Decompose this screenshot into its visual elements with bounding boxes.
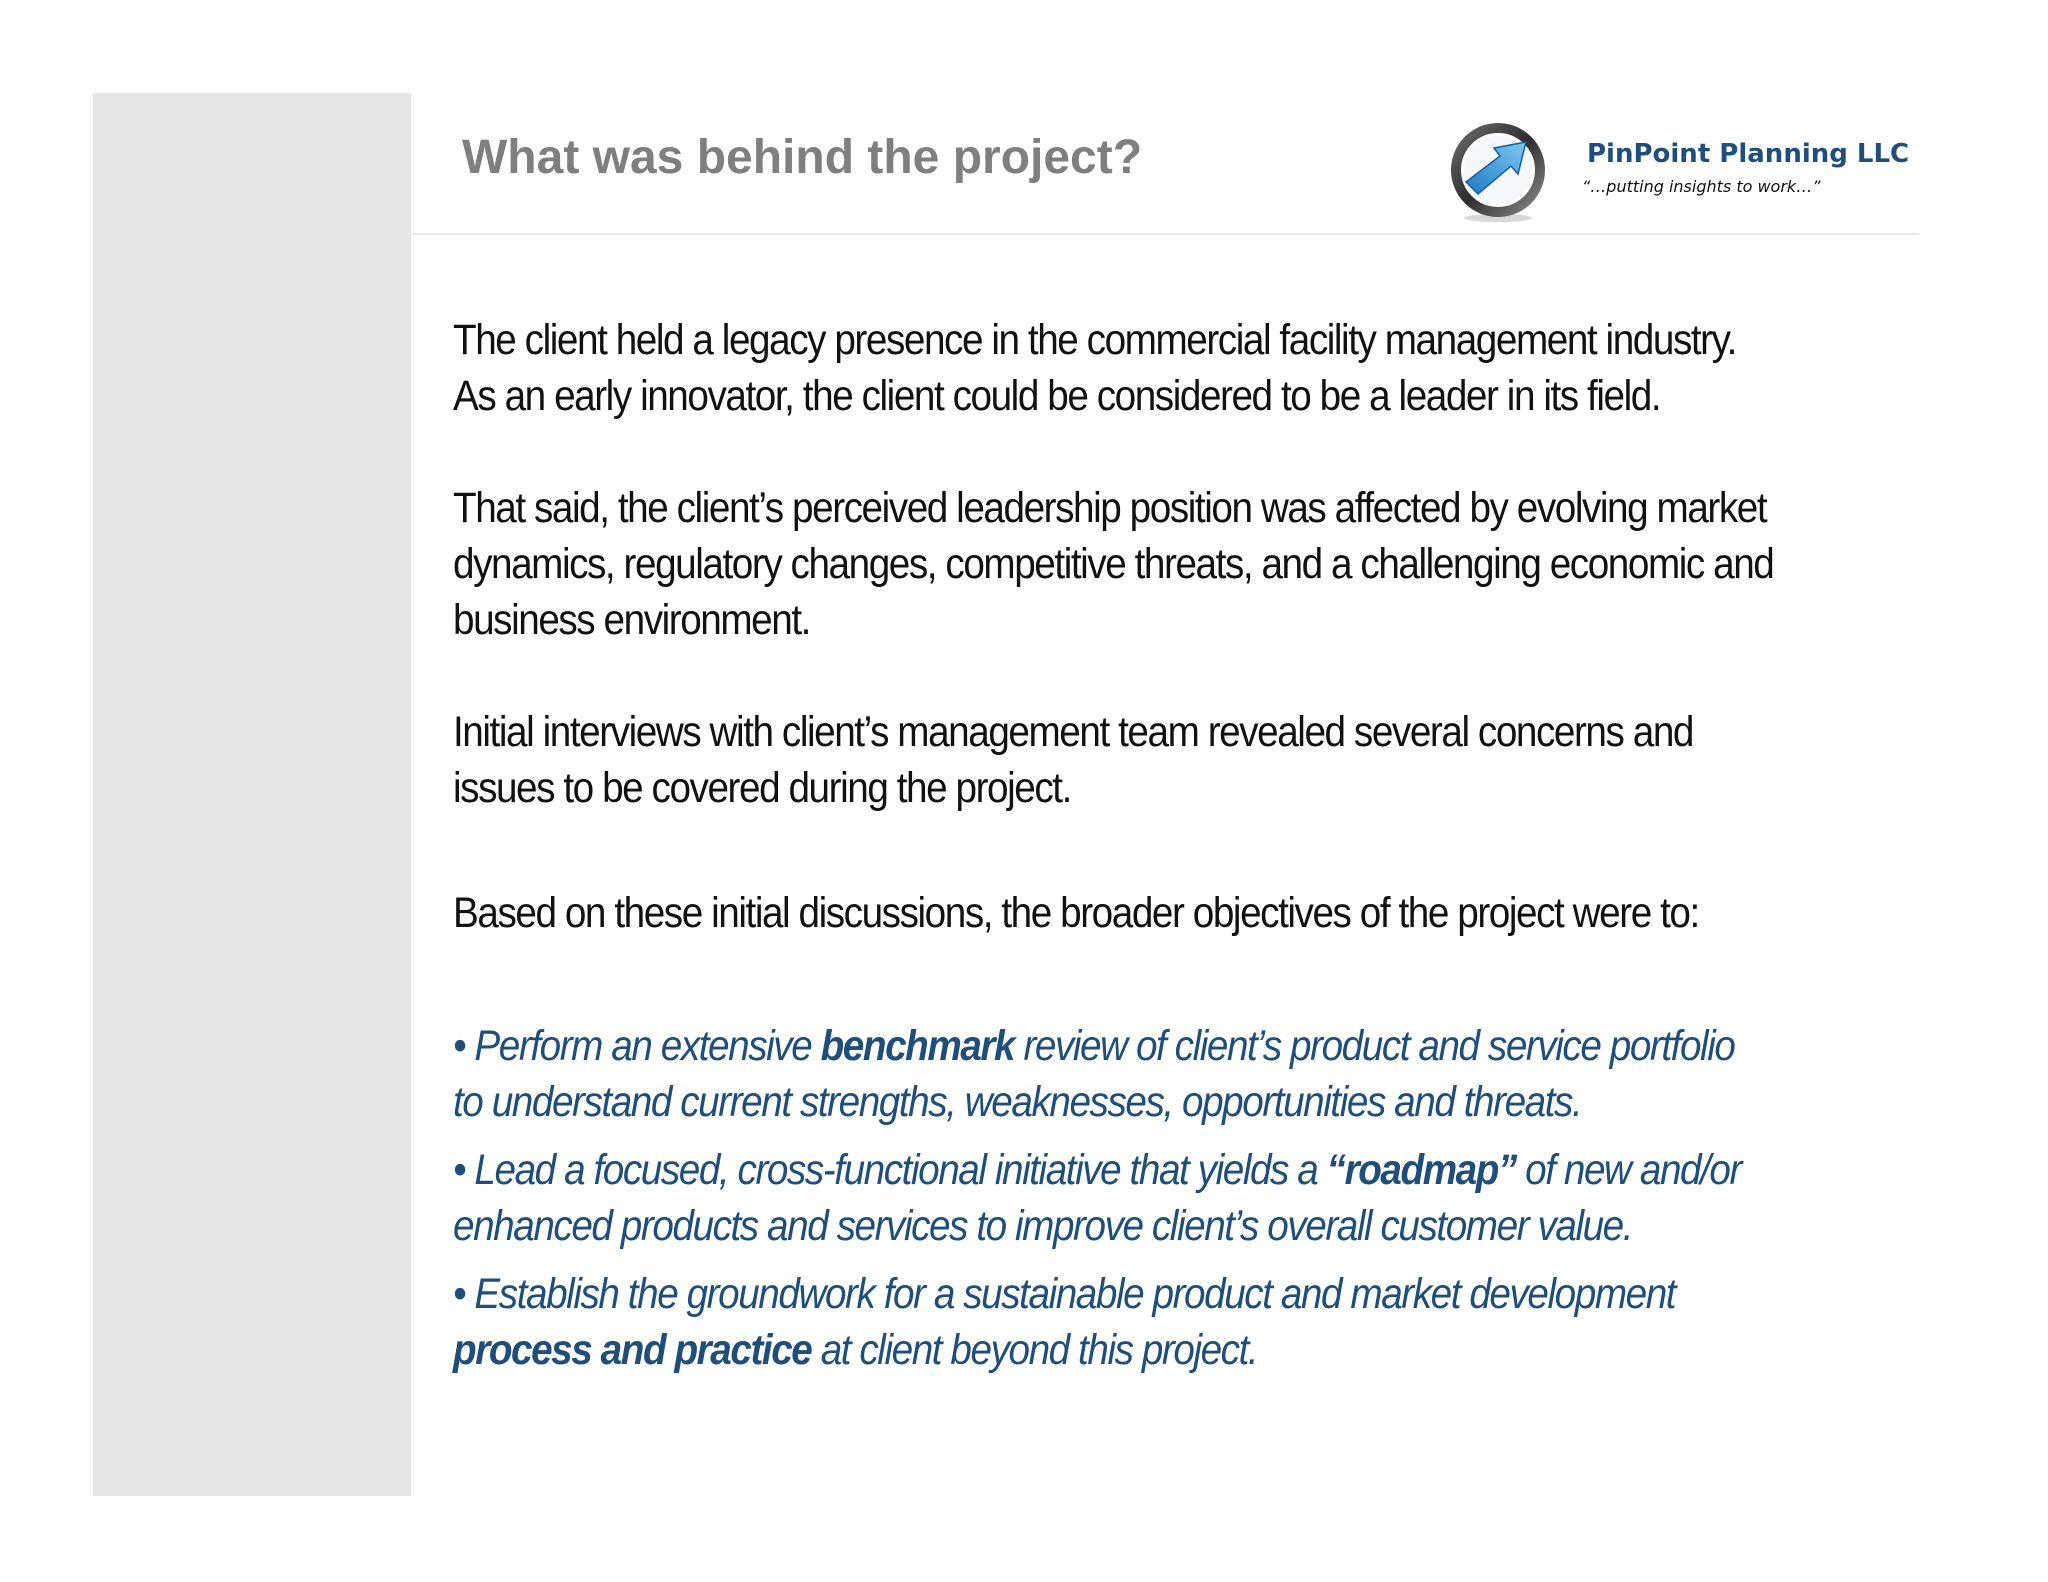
company-tagline: “…putting insights to work…” bbox=[1582, 177, 1821, 196]
objective-line bbox=[453, 1018, 1734, 1074]
paragraph-line: issues to be covered during the project. bbox=[453, 764, 1071, 812]
context-paragraph bbox=[453, 312, 1767, 424]
challenges-paragraph bbox=[453, 480, 1774, 648]
objective-text: • Lead a focused, cross-functional initiative that yields a bbox=[453, 1146, 1327, 1194]
paragraph-line: The client held a legacy presence in the commercial facility management industry. bbox=[453, 316, 1736, 364]
paragraph-line: Initial interviews with client’s management team revealed several concerns and bbox=[453, 708, 1693, 756]
objective-line bbox=[453, 1142, 1741, 1198]
company-name: PinPoint Planning LLC bbox=[1587, 139, 1910, 169]
paragraph-line: business environment. bbox=[453, 596, 810, 644]
paragraph-line: As an early innovator, the client could be considered to be a leader in its field. bbox=[453, 372, 1661, 420]
objective-line: to understand current strengths, weaknesses, opportunities and threats. bbox=[453, 1078, 1582, 1126]
paragraph-line: That said, the client’s perceived leadership position was affected by evolving market bbox=[453, 484, 1767, 532]
objective-item-roadmap bbox=[453, 1142, 1741, 1254]
paragraph-line: dynamics, regulatory changes, competitive threats, and a challenging economic and bbox=[453, 540, 1774, 588]
objective-emphasis: “roadmap” bbox=[1326, 1146, 1516, 1194]
paragraph-line: Based on these initial discussions, the broader objectives of the project were to: bbox=[453, 889, 1699, 937]
objective-emphasis: benchmark bbox=[820, 1022, 1015, 1070]
objective-item-process bbox=[453, 1266, 1675, 1378]
objective-line: enhanced products and services to improve client’s overall customer value. bbox=[453, 1202, 1633, 1250]
objective-text: review of client’s product and service portfolio bbox=[1014, 1022, 1735, 1070]
objective-line: • Establish the groundwork for a sustainable product and market development bbox=[453, 1270, 1676, 1318]
objective-text: • Perform an extensive bbox=[453, 1022, 821, 1070]
objective-text: at client beyond this project. bbox=[811, 1326, 1258, 1374]
objective-text: of new and/or bbox=[1515, 1146, 1741, 1194]
slide-sidebar-panel bbox=[93, 93, 411, 1496]
objectives-intro-paragraph bbox=[453, 885, 1767, 941]
objective-line bbox=[453, 1322, 1675, 1378]
blue-arrow-ring-icon bbox=[1448, 120, 1552, 224]
interviews-paragraph bbox=[453, 704, 1767, 816]
title-divider bbox=[411, 233, 1919, 235]
objective-item-benchmark bbox=[453, 1018, 1734, 1130]
slide-title: What was behind the project? bbox=[462, 131, 1143, 184]
objective-emphasis: process and practice bbox=[453, 1326, 812, 1374]
